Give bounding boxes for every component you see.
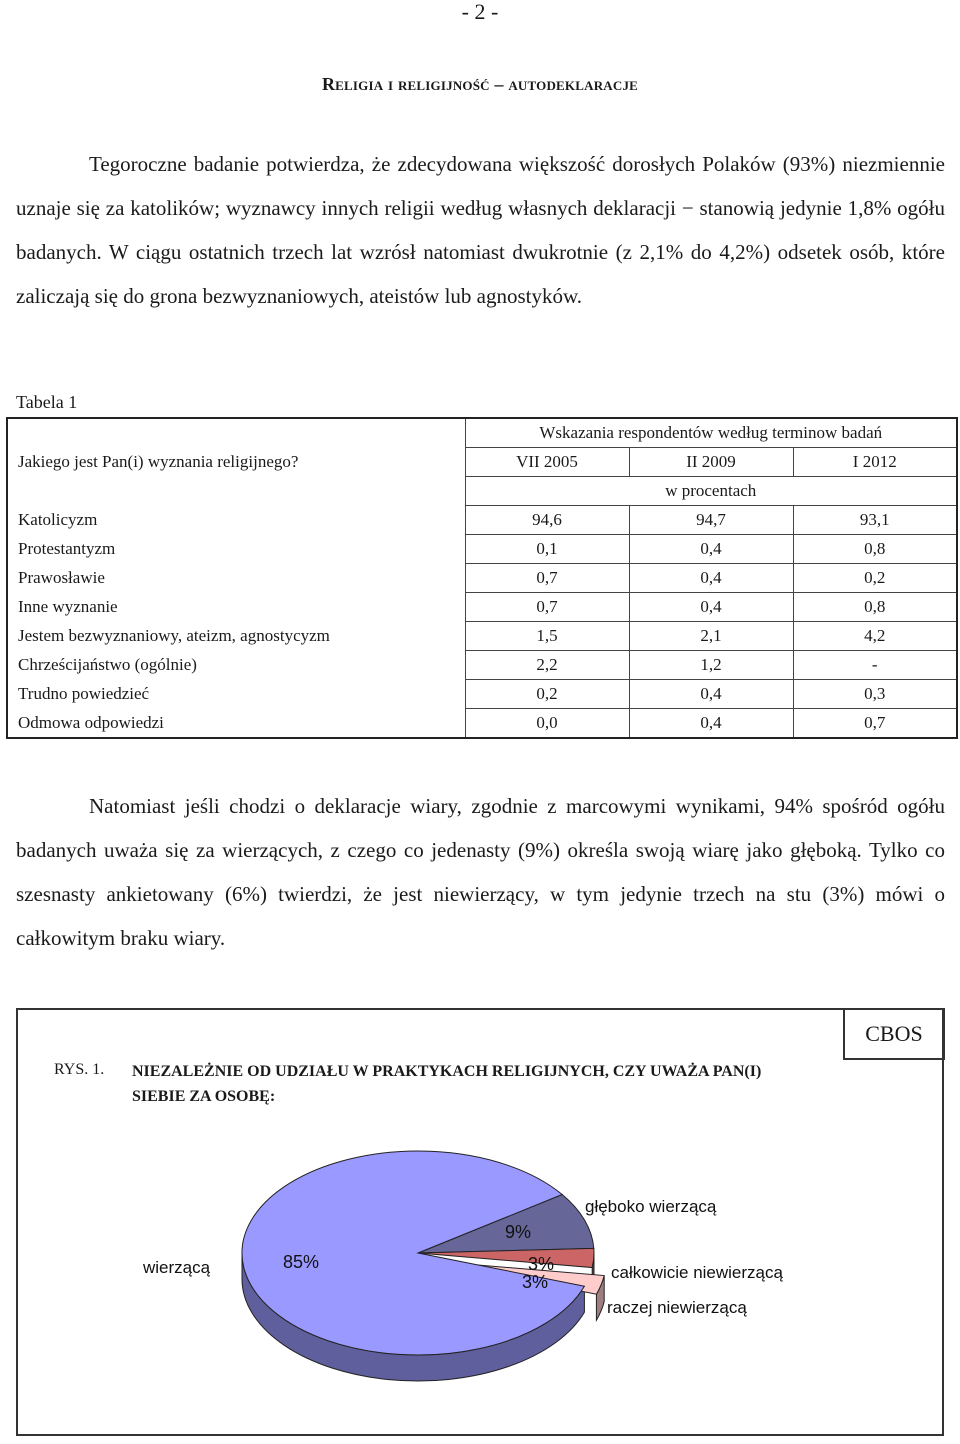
- page-number: - 2 -: [461, 0, 499, 24]
- cell-value: 0,2: [793, 564, 957, 593]
- section-heading: Religia i religijność – autodeklaracje: [321, 74, 639, 94]
- cell-value: 0,8: [793, 535, 957, 564]
- figure-title: NIEZALEŻNIE OD UDZIAŁU W PRAKTYKACH RELIGIJNYCH, CZY UWAŻA PAN(I) SIEBIE ZA OSOBĘ:: [132, 1063, 762, 1105]
- row-label: Inne wyznanie: [7, 593, 465, 622]
- cell-value: 2,1: [629, 622, 793, 651]
- cell-value: 0,7: [465, 564, 629, 593]
- column-header: VII 2005: [465, 448, 629, 477]
- cell-value: 0,1: [465, 535, 629, 564]
- cell-value: -: [793, 651, 957, 680]
- cell-value: 0,4: [629, 593, 793, 622]
- pie-value-label: 3%: [528, 1254, 555, 1274]
- cell-value: 0,8: [793, 593, 957, 622]
- row-label: Protestantyzm: [7, 535, 465, 564]
- faith-paragraph: Natomiast jeśli chodzi o deklaracje wiary, zgodnie z marcowymi wynikami, 94% spośród ogółu badanych uważa się za wierzących, z czego co jedenasty (9%) określa swoją wiarę jako głęboką. Tylko co szesnasty ankietowany (6%) twierdzi, że jest niewierzący, w tym jedynie trzech na stu (3%) mówi o całkowitym braku wiary.: [16, 794, 945, 950]
- cell-value: 2,2: [465, 651, 629, 680]
- cell-value: 1,5: [465, 622, 629, 651]
- cell-value: 94,6: [465, 506, 629, 535]
- pie-category-label: całkowicie niewierzącą: [611, 1263, 783, 1282]
- cell-value: 94,7: [629, 506, 793, 535]
- pie-value-label: 9%: [505, 1222, 532, 1242]
- table-question: Jakiego jest Pan(i) wyznania religijnego?: [7, 448, 465, 477]
- row-label: Trudno powiedzieć: [7, 680, 465, 709]
- row-label: Odmowa odpowiedzi: [7, 709, 465, 739]
- pie-value-label: 85%: [283, 1252, 320, 1272]
- pie-value-label: 3%: [522, 1272, 549, 1292]
- column-header: II 2009: [629, 448, 793, 477]
- row-label: Chrześcijaństwo (ogólnie): [7, 651, 465, 680]
- cell-value: 0,7: [465, 593, 629, 622]
- figure-label: RYS. 1.: [54, 1061, 105, 1078]
- pie-category-label: raczej niewierzącą: [607, 1298, 747, 1317]
- cell-value: 0,4: [629, 680, 793, 709]
- cell-value: 0,2: [465, 680, 629, 709]
- row-label: Katolicyzm: [7, 506, 465, 535]
- cell-value: 0,7: [793, 709, 957, 739]
- cell-value: 0,4: [629, 535, 793, 564]
- cell-value: 0,4: [629, 564, 793, 593]
- table-group-header: Wskazania respondentów według terminow badań: [465, 418, 957, 448]
- intro-paragraph: Tegoroczne badanie potwierdza, że zdecydowana większość dorosłych Polaków (93%) niezmiennie uznaje się za katolików; wyznawcy innych religii według własnych deklaracji − stanowią jedynie 1,8% ogółu badanych. W ciągu ostatnich trzech lat wzrósł natomiast dwukrotnie (z 2,1% do 4,2%) odsetek osób, które zaliczają się do grona bezwyznaniowych, ateistów lub agnostyków.: [16, 152, 945, 308]
- pie-category-label: wierzącą: [143, 1258, 211, 1277]
- cell-value: 93,1: [793, 506, 957, 535]
- cell-value: 0,0: [465, 709, 629, 739]
- cell-value: 1,2: [629, 651, 793, 680]
- table-unit: w procentach: [465, 477, 957, 506]
- row-label: Jestem bezwyznaniowy, ateizm, agnostycyzm: [7, 622, 465, 651]
- cell-value: 4,2: [793, 622, 957, 651]
- pie-category-label: głęboko wierzącą: [585, 1197, 717, 1216]
- table-caption: Tabela 1: [16, 392, 78, 412]
- row-label: Prawosławie: [7, 564, 465, 593]
- cell-value: 0,4: [629, 709, 793, 739]
- column-header: I 2012: [793, 448, 957, 477]
- cbos-logo: CBOS: [843, 1008, 945, 1060]
- cell-value: 0,3: [793, 680, 957, 709]
